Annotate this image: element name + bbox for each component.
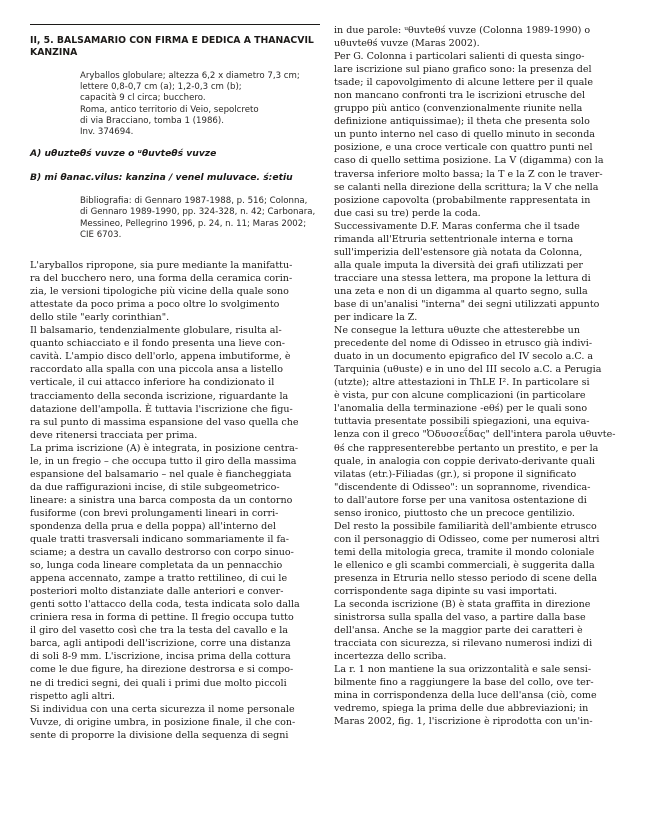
text-line: rispetto agli altri. xyxy=(30,690,115,702)
text-line: quanto schiacciato e il fondo presenta una lieve con- xyxy=(30,338,285,350)
bibliography-line: di Gennaro 1989-1990, pp. 324-328, n. 42; Carbonara, xyxy=(80,207,316,218)
text-line: temi della mitologia greca, tramite il mondo coloniale xyxy=(334,546,595,558)
text-line: ne di tredici segni, dei quali i primi due molto piccoli xyxy=(30,677,287,689)
text-line: Ne consegue la lettura uθuzte che attesterebbe un xyxy=(334,325,580,337)
text-line: zia, le versioni tipologiche più vicine della quale sono xyxy=(30,286,289,298)
catalog-entry xyxy=(80,71,320,138)
text-line: spondenza della prua e della poppa) all'interno del xyxy=(30,520,276,532)
section-title xyxy=(30,35,320,59)
text-line: La prima iscrizione (A) è integrata, in posizione centra- xyxy=(30,442,299,454)
bibliography-line: CIE 6703. xyxy=(80,229,122,240)
text-line: θś che rappresenterebbe pertanto un prestito, e per la xyxy=(334,442,599,454)
text-line: Tarquinia (uθuste) e in uno del III secolo a.C. a Perugia xyxy=(334,364,602,376)
text-line: deve ritenersi tracciata per prima. xyxy=(30,429,198,441)
text-line: l'anomalia della terminazione -eθś) per le quali sono xyxy=(334,403,588,415)
text-line: dello stile "early corinthian". xyxy=(30,312,170,324)
right-column xyxy=(334,24,628,729)
left-body-text xyxy=(30,259,320,742)
text-line: sull'imperizia dell'estensore già notata da Colonna, xyxy=(334,246,583,258)
text-line: ra del bucchero nero, una forma della ceramica corin- xyxy=(30,273,293,285)
text-line: gruppo più antico (convenzionalmente riunite nella xyxy=(334,103,583,115)
text-line: tracciare una stessa lettera, ma propone la lettura di xyxy=(334,272,591,284)
text-line: corrispondente saga dipinte su vasi importati. xyxy=(334,586,558,598)
text-line: ra sul punto di massima espansione del vaso quella che xyxy=(30,416,299,428)
text-line: è vista, pur con alcune complicazioni (in particolare xyxy=(334,390,586,402)
right-body-text xyxy=(334,24,628,729)
text-line: un punto interno nel caso di quello minuto in seconda xyxy=(334,129,596,141)
text-line: rimanda all'Etruria settentrionale interna e torna xyxy=(334,233,574,245)
text-line: Si individua con una certa sicurezza il nome personale xyxy=(30,703,295,715)
text-line: quale, in analogia con coppie derivato-derivante quali xyxy=(334,455,595,467)
text-line: una zeta e non di un digamma al quarto segno, sulla xyxy=(334,285,588,297)
text-line: barca, agli antipodi dell'iscrizione, corre una distanza xyxy=(30,638,291,650)
text-line: mina in corrispondenza della luce dell'ansa (ciò, come xyxy=(334,690,597,702)
text-line: lare iscrizione sul piano grafico sono: la presenza del xyxy=(334,64,592,76)
text-line: espansione del balsamario – nel quale è fiancheggiata xyxy=(30,468,292,480)
text-line: tuttavia presentate possibili spiegazioni, una equiva- xyxy=(334,416,590,428)
text-line: precedente del nome di Odisseo in etrusco già indivi- xyxy=(334,338,593,350)
text-line: tracciamento della seconda iscrizione, riguardante la xyxy=(30,390,289,402)
text-line: non mancano confronti tra le iscrizioni etrusche del xyxy=(334,90,586,102)
text-line: sinistrorsa sulla spalla del vaso, a partire dalla base xyxy=(334,612,586,624)
bibliography-line: Messineo, Pellegrino 1996, p. 24, n. 11; Maras 2002; xyxy=(80,218,307,229)
text-line: due casi su tre) perde la coda. xyxy=(334,207,481,219)
text-line: tracciata con sicurezza, si rilevano numerosi indizi di xyxy=(334,638,593,650)
text-line: raccordato alla spalla con una piccola ansa a listello xyxy=(30,364,283,376)
text-line: bilmente fino a raggiungere la base del collo, ove ter- xyxy=(334,677,594,689)
text-line: (utzte); altre attestazioni in ThLE I². In particolare si xyxy=(334,377,590,389)
catalog-line: Roma, antico territorio di Veio, sepolcreto xyxy=(80,104,259,115)
text-line: Del resto la possibile familiarità dell'ambiente etrusco xyxy=(334,520,597,532)
text-line: il giro del vasetto così che tra la testa del cavallo e la xyxy=(30,625,288,637)
section-title-line: KANZINA xyxy=(30,47,78,58)
inscription-b: B) mi θanac.vilus: kanzina / venel muluvace. ś:etiu xyxy=(30,172,293,184)
text-line: fusiforme (con brevi prolungamenti lineari in corri- xyxy=(30,507,279,519)
text-line: in due parole: ᵘθuvteθś vuvze (Colonna 1989-1990) o xyxy=(334,25,591,36)
text-line: di soli 8-9 mm. L'iscrizione, incisa prima della cottura xyxy=(30,651,291,663)
catalog-line: capacità 9 cl circa; bucchero. xyxy=(80,93,206,104)
text-line: vilatas (etr.)-Filiadas (gr.), si propone il significato xyxy=(334,468,577,480)
text-line: caso di quello settima posizione. La V (digamma) con la xyxy=(334,155,604,167)
inscription-a: A) uθuzteθś vuvze o ᵘθuvteθś vuvze xyxy=(30,148,217,160)
catalog-line: lettere 0,8-0,7 cm (a); 1,2-0,3 cm (b); xyxy=(80,82,242,93)
text-line: Successivamente D.F. Maras conferma che il tsade xyxy=(334,220,580,232)
text-line: per indicare la Z. xyxy=(334,312,418,324)
catalog-line: Inv. 374694. xyxy=(80,127,134,138)
bibliography-line: Bibliografia: di Gennaro 1987-1988, p. 516; Colonna, xyxy=(80,196,308,207)
text-line: incertezza dello scriba. xyxy=(334,651,447,663)
text-line: uθuvteθś vuvze (Maras 2002). xyxy=(334,38,480,50)
text-line: vedremo, spiega la prima delle due abbreviazioni; in xyxy=(334,703,589,715)
text-line: traversa inferiore molto bassa; la T e la Z con le traver- xyxy=(334,168,603,180)
section-title-line: II, 5. BALSAMARIO CON FIRMA E DEDICA A THANACVIL xyxy=(30,35,314,46)
bibliography xyxy=(80,196,320,241)
catalog-line: di via Bracciano, tomba 1 (1986). xyxy=(80,115,224,126)
text-line: tsade; il capovolgimento di alcune lettere per il quale xyxy=(334,77,594,89)
text-line: genti sotto l'attacco della coda, testa indicata solo dalla xyxy=(30,599,300,611)
text-line: attestate da poco prima a poco oltre lo svolgimento xyxy=(30,299,280,311)
text-line: da due raffigurazioni incise, di stile subgeometrico- xyxy=(30,481,280,493)
text-line: sciame; a destra un cavallo destrorso con corpo sinuo- xyxy=(30,547,294,559)
left-column xyxy=(30,24,320,742)
text-line: dell'ansa. Anche se la maggior parte dei caratteri è xyxy=(334,625,583,637)
text-line: to dall'autore forse per una vanitosa ostentazione di xyxy=(334,494,587,506)
section-rule xyxy=(30,24,320,25)
text-line: base di un'analisi "interna" dei segni utilizzati appunto xyxy=(334,298,600,310)
text-line: verticale, il cui attacco inferiore ha condizionato il xyxy=(30,377,275,389)
text-line: lineare: a sinistra una barca composta da un contorno xyxy=(30,494,293,506)
text-line: posizione, e una croce verticale con quattro punti nel xyxy=(334,142,593,154)
text-line: appena accennato, zampe a tratto rettilineo, di cui le xyxy=(30,573,288,585)
catalog-line: Aryballos globulare; altezza 6,2 x diametro 7,3 cm; xyxy=(80,71,300,81)
text-line: quale tratti trasversali indicano sommariamente il fa- xyxy=(30,534,289,546)
text-line: cavità. L'ampio disco dell'orlo, appena imbutiforme, è xyxy=(30,351,291,363)
text-line: La r. 1 non mantiene la sua orizzontalità e sale sensi- xyxy=(334,664,592,676)
text-line: Per G. Colonna i particolari salienti di questa singo- xyxy=(334,51,585,63)
text-line: sente di proporre la divisione della sequenza di segni xyxy=(30,729,289,741)
text-line: se calanti nella direzione della scrittura; la V che nella xyxy=(334,181,599,193)
text-line: so, lunga coda lineare completata da un pennacchio xyxy=(30,560,283,572)
text-line: Vuvze, di origine umbra, in posizione finale, il che con- xyxy=(30,716,296,728)
text-line: presenza in Etruria nello stesso periodo di scene della xyxy=(334,572,598,584)
text-line: duato in un documento epigrafico del IV secolo a.C. a xyxy=(334,351,594,363)
text-line: posizione capovolta (probabilmente rappresentata in xyxy=(334,194,591,206)
text-line: lenza con il greco "Ὀδυσσεΐδας" dell'intera parola uθuvte- xyxy=(334,429,616,441)
text-line: le ellenico e gli scambi commerciali, è suggerita dalla xyxy=(334,559,595,571)
text-line: Il balsamario, tendenzialmente globulare, risulta al- xyxy=(30,325,282,337)
text-line: criniera resa in forma di pettine. Il fregio occupa tutto xyxy=(30,612,294,624)
text-line: posteriori molto distanziate dalle anteriori e conver- xyxy=(30,586,284,598)
text-line: "discendente di Odisseo": un soprannome, rivendica- xyxy=(334,481,591,493)
text-line: La seconda iscrizione (B) è stata graffita in direzione xyxy=(334,599,591,611)
text-line: alla quale imputa la diversità dei grafi utilizzati per xyxy=(334,259,583,271)
text-line: con il personaggio di Odisseo, come per numerosi altri xyxy=(334,533,600,545)
text-line: come le due figure, ha direzione destrorsa e si compo- xyxy=(30,664,294,676)
text-line: datazione dell'ampolla. È tuttavia l'iscrizione che figu- xyxy=(30,403,293,415)
text-line: senso ironico, piuttosto che un precoce gentilizio. xyxy=(334,507,575,519)
text-line: definizione antiquissimae); il theta che presenta solo xyxy=(334,116,590,128)
text-line: le, in un fregio – che occupa tutto il giro della massima xyxy=(30,455,297,467)
text-line: Maras 2002, fig. 1, l'iscrizione è riprodotta con un'in- xyxy=(334,716,593,728)
text-line: L'aryballos ripropone, sia pure mediante la manifattu- xyxy=(30,260,293,272)
